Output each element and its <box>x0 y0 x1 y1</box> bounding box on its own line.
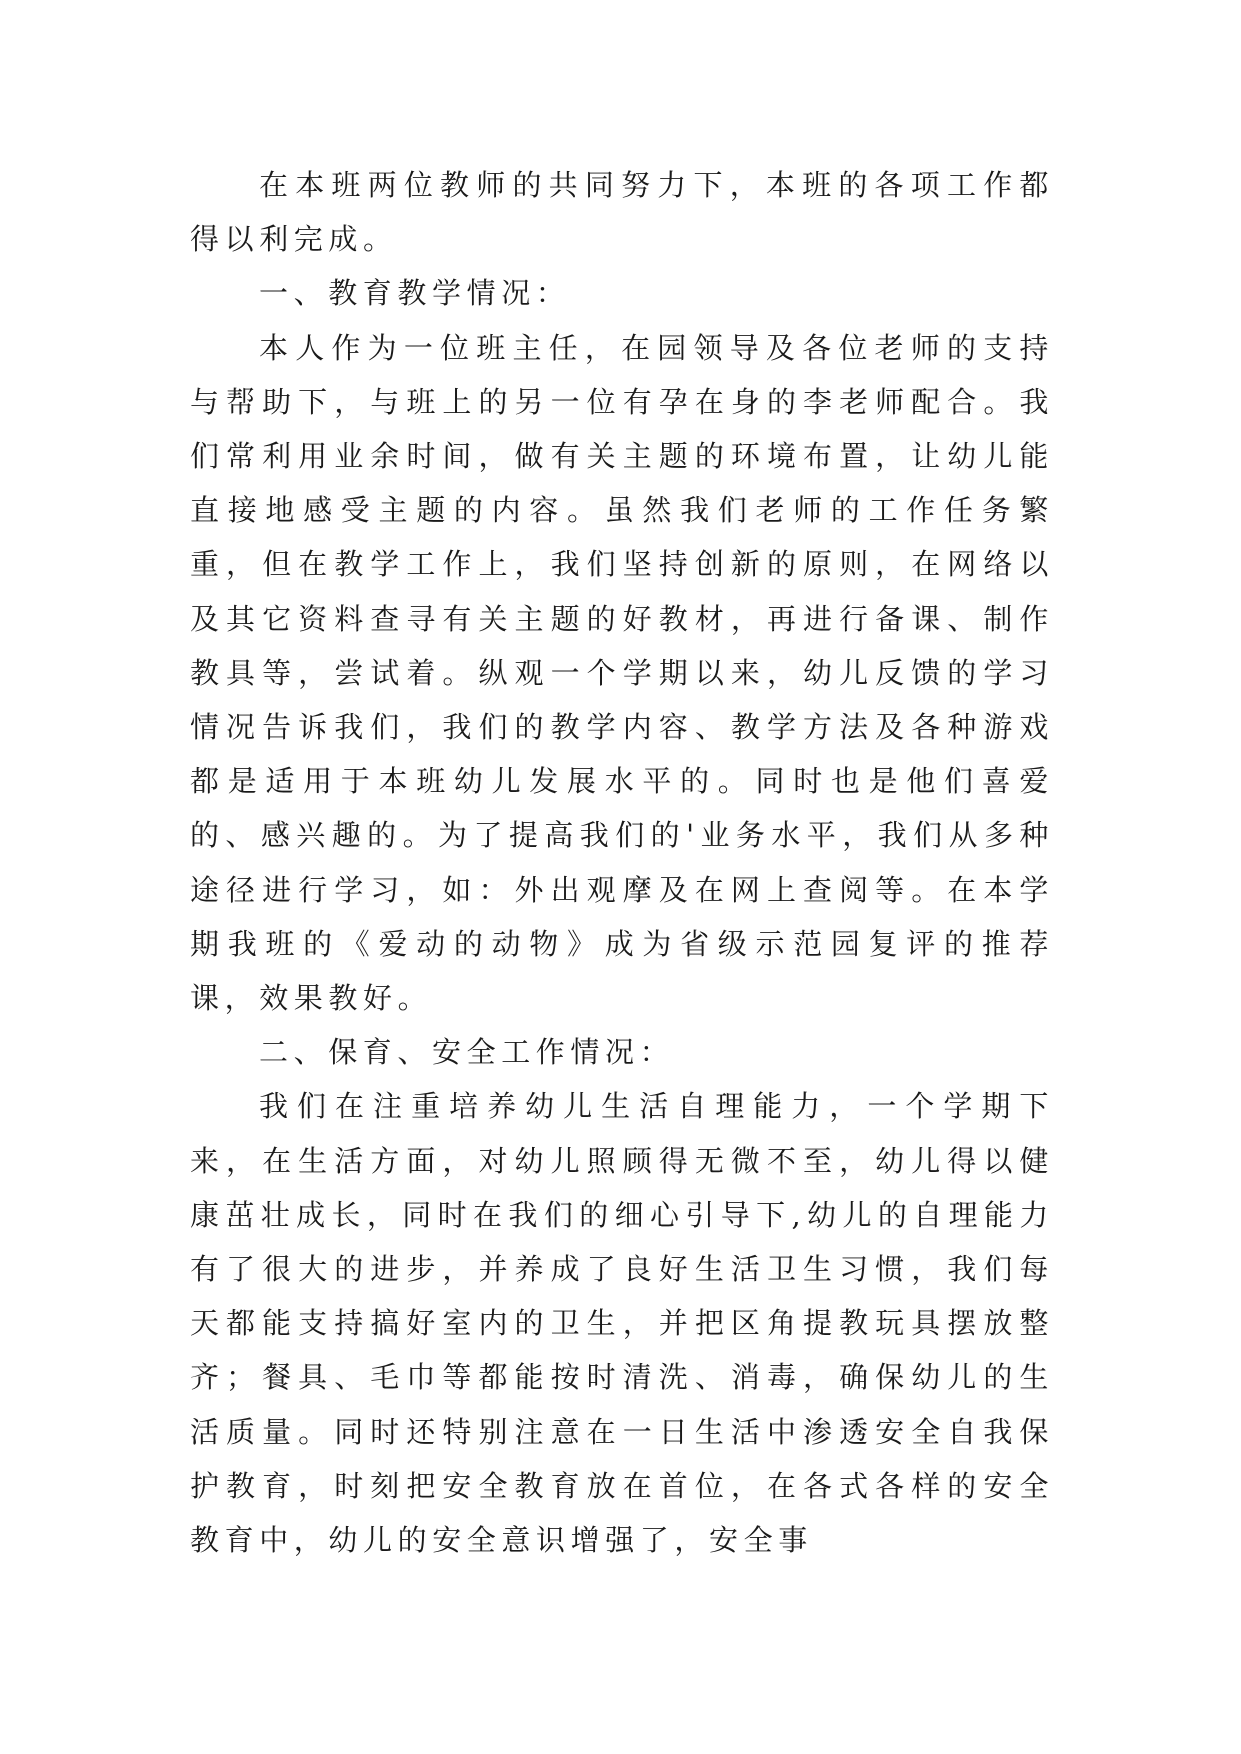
section-heading-safety: 二、保育、安全工作情况： <box>259 1035 675 1070</box>
section-heading-teaching: 一、教育教学情况： <box>259 276 571 311</box>
paragraph-intro: 在本班两位教师的共同努力下，本班的各项工作都得以利完成。 <box>190 168 1054 257</box>
paragraph-teaching: 本人作为一位班主任，在园领导及各位老师的支持与帮助下，与班上的另一位有孕在身的李老师配合。我们常利用业余时间，做有关主题的环境布置，让幼儿能直接地感受主题的内容。虽然我们老师的工作任务繁重，但在教学工作上，我们坚持创新的原则，在网络以及其它资料查寻有关主题的好教材，再进行备课、制作教具等，尝试着。纵观一个学期以来，幼儿反馈的学习情况告诉我们，我们的教学内容、教学方法及各种游戏都是适用于本班幼儿发展水平的。同时也是他们喜爱的、感兴趣的。为了提高我们的'业务水平，我们从多种途径进行学习，如：外出观摩及在网上查阅等。在本学期我班的《爱动的动物》成为省级示范园复评的推荐课，效果教好。 <box>190 330 1054 1016</box>
document-body <box>190 158 1054 1567</box>
paragraph-safety: 我们在注重培养幼儿生活自理能力，一个学期下来，在生活方面，对幼儿照顾得无微不至，幼儿得以健康茁壮成长，同时在我们的细心引导下,幼儿的自理能力有了很大的进步，并养成了良好生活卫生习惯，我们每天都能支持搞好室内的卫生，并把区角提教玩具摆放整齐；餐具、毛巾等都能按时清洗、消毒，确保幼儿的生活质量。同时还特别注意在一日生活中渗透安全自我保护教育，时刻把安全教育放在首位，在各式各样的安全教育中，幼儿的安全意识增强了，安全事 <box>190 1089 1054 1558</box>
